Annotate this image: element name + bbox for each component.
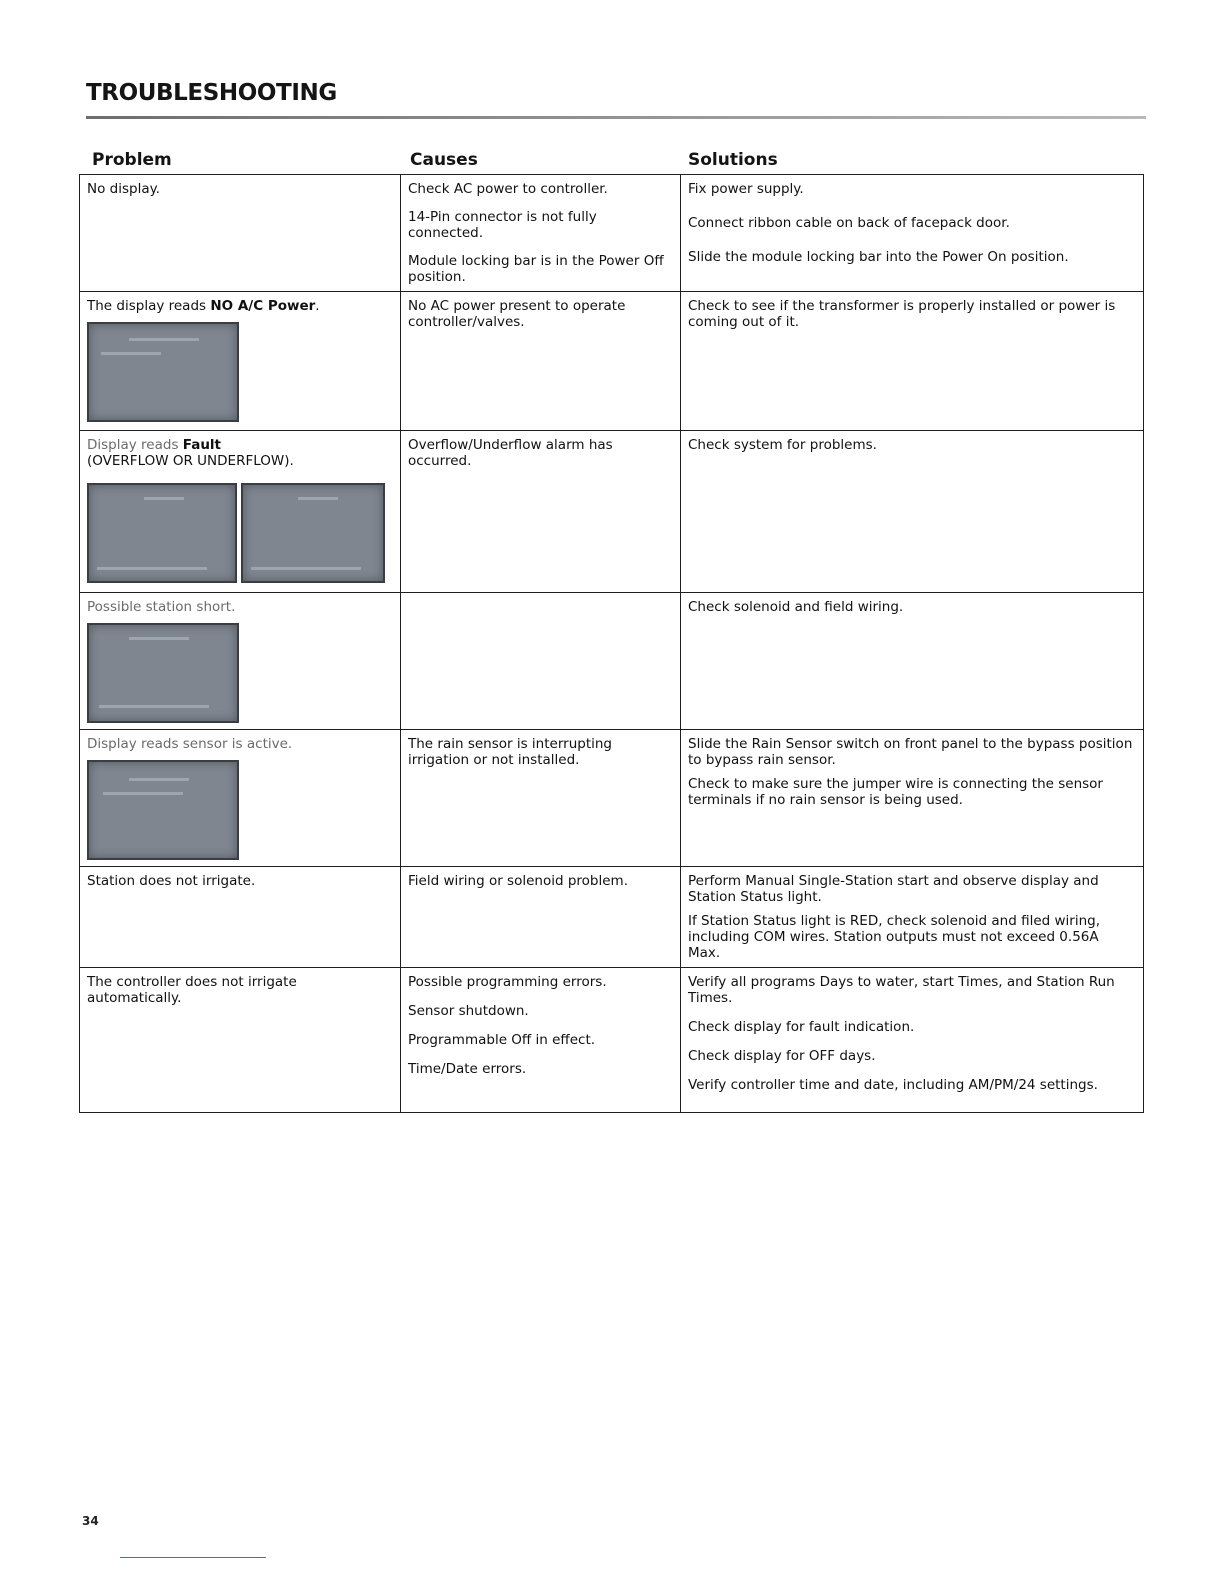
solution-text: Check solenoid and field wiring. (688, 599, 904, 615)
cause-text: 14-Pin connector is not fully connected. (408, 209, 597, 241)
page-title: TROUBLESHOOTING (86, 80, 337, 106)
cause-text: Module locking bar is in the Power Off position. (408, 253, 664, 285)
solution-text: Check to see if the transformer is properly installed or power is coming out of it. (688, 298, 1116, 330)
solution-text: Slide the module locking bar into the Power On position. (688, 249, 1069, 265)
solution-text: Verify all programs Days to water, start Times, and Station Run Times. (688, 974, 1115, 1006)
troubleshooting-table (79, 174, 1144, 1113)
causes-cell (401, 968, 681, 1113)
solution-text: If Station Status light is RED, check solenoid and filed wiring, including COM wires. Station outputs must not exceed 0.56A Max. (688, 913, 1101, 961)
cause-text: The rain sensor is interrupting irrigation or not installed. (408, 736, 612, 768)
header-causes: Causes (410, 150, 478, 170)
title-rule (86, 116, 1146, 119)
causes-cell (401, 593, 681, 730)
cause-text: Time/Date errors. (408, 1061, 527, 1077)
solution-text: Verify controller time and date, including AM/PM/24 settings. (688, 1077, 1098, 1093)
table-row (80, 968, 1144, 1113)
cause-text: Check AC power to controller. (408, 181, 608, 197)
table-row (80, 175, 1144, 292)
causes-cell (401, 175, 681, 292)
solution-text: Check system for problems. (688, 437, 877, 453)
problem-cell (80, 593, 401, 730)
solution-text: Check display for fault indication. (688, 1019, 915, 1035)
causes-cell (401, 292, 681, 431)
cause-text: No AC power present to operate controller/valves. (408, 298, 626, 330)
problem-text: Possible station short. (87, 599, 236, 615)
solutions-cell (681, 968, 1144, 1113)
problem-text: The controller does not irrigate automatically. (87, 974, 297, 1006)
solution-text: Slide the Rain Sensor switch on front panel to the bypass position to bypass rain sensor. (688, 736, 1133, 768)
table-row (80, 593, 1144, 730)
problem-text (87, 437, 392, 453)
problem-prefix: Display reads (87, 437, 183, 453)
problem-prefix: The display reads (87, 298, 211, 314)
lcd-screen-image (87, 483, 237, 583)
causes-cell (401, 867, 681, 968)
page-number: 34 (82, 1514, 99, 1528)
problem-cell (80, 867, 401, 968)
problem-text: No display. (87, 181, 160, 197)
problem-bold: NO A/C Power (210, 298, 316, 314)
solution-text: Check display for OFF days. (688, 1048, 876, 1064)
problem-cell (80, 292, 401, 431)
problem-cell (80, 968, 401, 1113)
cause-text: Sensor shutdown. (408, 1003, 529, 1019)
lcd-screen-image (87, 322, 239, 422)
problem-text: Station does not irrigate. (87, 873, 256, 889)
solutions-cell (681, 730, 1144, 867)
problem-suffix: . (315, 298, 320, 314)
problem-text: Display reads sensor is active. (87, 736, 293, 752)
problem-cell (80, 175, 401, 292)
table-row (80, 292, 1144, 431)
problem-cell (80, 730, 401, 867)
solution-text: Perform Manual Single-Station start and observe display and Station Status light. (688, 873, 1099, 905)
cause-text: Possible programming errors. (408, 974, 607, 990)
header-solutions: Solutions (688, 150, 778, 170)
solutions-cell (681, 431, 1144, 593)
table-row (80, 730, 1144, 867)
lcd-screen-pair (87, 483, 392, 583)
table-row (80, 431, 1144, 593)
solutions-cell (681, 292, 1144, 431)
lcd-screen-image (241, 483, 385, 583)
causes-cell (401, 730, 681, 867)
solutions-cell (681, 175, 1144, 292)
solutions-cell (681, 867, 1144, 968)
table-row (80, 867, 1144, 968)
lcd-screen-image (87, 623, 239, 723)
footnote-rule (120, 1557, 266, 1558)
header-problem: Problem (92, 150, 172, 170)
solutions-cell (681, 593, 1144, 730)
solution-text: Fix power supply. (688, 181, 804, 197)
lcd-screen-image (87, 760, 239, 860)
causes-cell (401, 431, 681, 593)
problem-text (87, 298, 392, 314)
cause-text: Programmable Off in effect. (408, 1032, 596, 1048)
solution-text: Check to make sure the jumper wire is connecting the sensor terminals if no rain sensor is being used. (688, 776, 1103, 808)
cause-text: Overflow/Underflow alarm has occurred. (408, 437, 613, 469)
problem-cell (80, 431, 401, 593)
cause-text: Field wiring or solenoid problem. (408, 873, 628, 889)
problem-bold: Fault (182, 437, 222, 453)
solution-text: Connect ribbon cable on back of facepack door. (688, 215, 1010, 231)
problem-text-line2: (OVERFLOW OR UNDERFLOW). (87, 453, 294, 469)
